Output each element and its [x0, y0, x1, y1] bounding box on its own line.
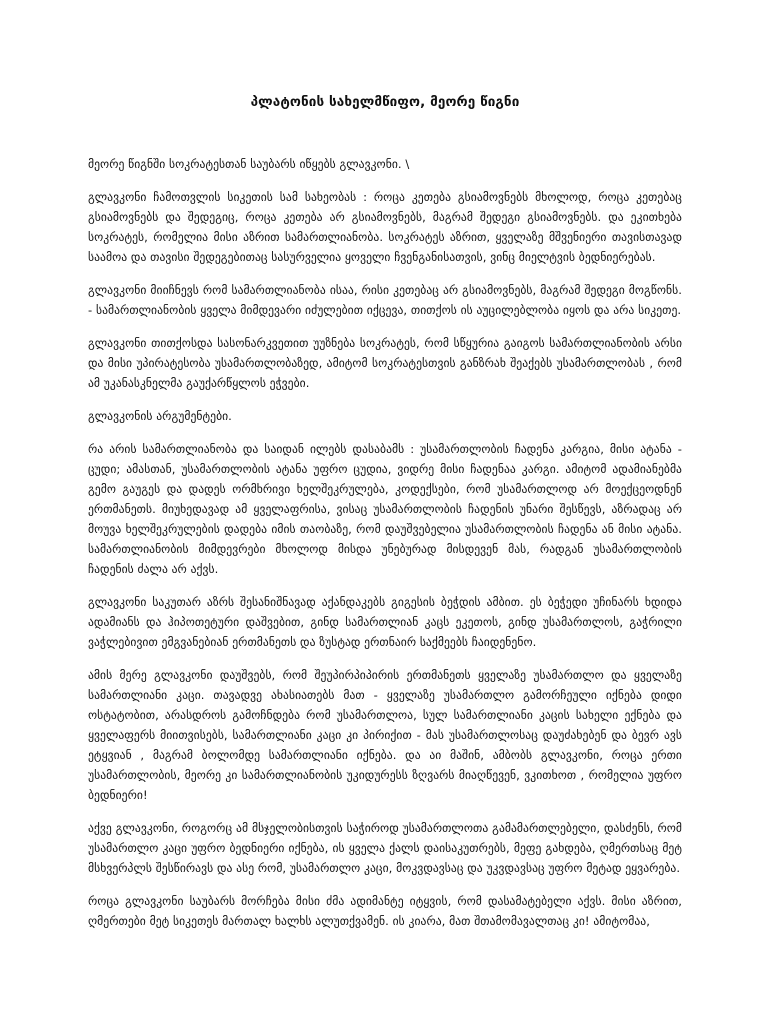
document-title: პლატონის სახელმწიფო, მეორე წიგნი [250, 94, 520, 110]
paragraph-arguments-heading: გლავკონის არგუმენტები. [88, 409, 232, 423]
paragraph-ring-of-gyges: გლავკონი საკუთარ აზრს შესანიშნავად აქანდაკებს გიგესის ბეჭდის ამბით. ეს ბეჭედი უჩინარს ხდიდა ადამიანს და ჰიპოთეტური დაშვებით, გინდ სამართლიან კაცს ეკეთოს, გინდ უსამართლოს, გაჭრილი ვაჭლებივით ემგვანებიან ერთმანეთს და ზუსტად ერთნაირ საქმეებს ჩაიდენენო. [88, 595, 682, 649]
paragraph-intro: მეორე წიგნში სოკრატესთან საუბარს იწყებს გლავკონი. \ [88, 157, 410, 171]
paragraph-adeimantus: როცა გლავკონი საუბარს მორჩება მისი ძმა ადიმანტე იტყვის, რომ დასამატებელი აქვს. მისი აზრით, ღმერთები მეტ სიკეთეს მართალ ხალხს ალუთქვამენ. ის კიარა, მათ შთამომავალთაც კი! ამიტომაა, [88, 894, 682, 928]
paragraph-glaucon-view: გლავკონი მიიჩნევს რომ სამართლიანობა ისაა, რისი კეთებაც არ გსიამოვნებს, მაგრამ შედეგი მოგწონს. - სამართლიანობის ყველა მიმდევარი იძულებით იქცევა, თითქოს ის აუცილებლობა იყოს და არა სიკეთე. [88, 283, 682, 317]
paragraph-three-kinds-of-good: გლავკონი ჩამოთვლის სიკეთის სამ სახეობას : როცა კეთება გსიამოვნებს მხოლოდ, როცა კეთებაც გსიამოვნებს და შედეგიც, როცა კეთება არ გსიამოვნებს, მაგრამ შედეგი გსიამოვნებს. და ეკითხება სოკრატეს, რომელია მისი აზრით სამართლიანობა. სოკრატეს აზრით, ყველაზე მშვენიერი თავისთავად საამოა და თავისი შედეგებითაც სასურველია ყოველი ჩვენგანისათვის, ვინც მიელტვის ბედნიერებას. [88, 190, 682, 264]
paragraph-origin-of-justice: რა არის სამართლიანობა და საიდან ილებს დასაბამს : უსამართლობის ჩადენა კარგია, მისი ატანა - ცუდი; ამასთან, უსამართლობის ატანა უფრო ცუდია, ვიდრე მისი ჩადენაა კარგი. ამიტომ ადამიანებმა გემო გაუგეს და დადეს ორმხრივი ხელშეკრულება, კოდექსები, რომ უსამართლოდ არ მოექცეოდნენ ერთმანეთს. მიუხედავად ამ ყველაფრისა, ვისაც უსამართლობის ჩადენის უნარი შესწევს, აზრადაც არ მოუვა ხელშეკრულების დადება იმის თაობაზე, რომ დაუშვებელია უსამართლობის ჩადენა ან მისი ატანა. სამართლიანობის მიმდევრები მხოლოდ მისდა უნებურად მისდევენ მას, რადგან უსამართლობის ჩადენის ძალა არ აქვს. [88, 442, 682, 576]
paragraph-unjust-happier: აქვე გლავკონი, როგორც ამ მსჯელობისთვის საჭიროდ უსამართლოთა გამამართლებელი, დასძენს, რომ უსამართლო კაცი უფრო ბედნიერი იქნება, ის ყველა ქალს დაისაკუთრებს, მეფე გახდება, ღმერთსაც მეტ მსხვერპლს შესწირავს და ასე რომ, უსამართლო კაცი, მოკვდავსაც და უკვდავსაც უფრო მეტად ეყვარება. [88, 821, 682, 875]
paragraph-just-vs-unjust: ამის მერე გლავკონი დაუშვებს, რომ შეუპირპიპირის ერთმანეთს ყველაზე უსამართლო და ყველაზე სამართლიანი კაცი. თავადვე ახასიათებს მათ - ყველაზე უსამართლო გამორჩეული იქნება დიდი ოსტატობით, არასდროს გამოჩნდება რომ უსამართლოა, სულ სამართლიანი კაცის სახელი ექნება და ყველაფერს მიითვისებს, სამართლიანი კაცი კი პირიქით - მას უსამართლოსაც დაუძახებენ და ბევრ ავს ეტყვიან , მაგრამ ბოლომდე სამართლიანი იქნება. და აი მაშინ, ამბობს გლავკონი, როცა ერთი უსამართლობის, მეორე კი სამართლიანობის უკიდურესს ზღვარს მიაღწევენ, ვკითხოთ , რომელია უფრო ბედნიერი! [88, 668, 682, 802]
paragraph-glaucon-request: გლავკონი თითქოსდა სასონარკვეთით უუზნება სოკრატეს, რომ სწყურია გაიგოს სამართლიანობის არსი და მისი უპირატესობა უსამართლობაზედ, ამიტომ სოკრატესთვის განზრახ შეაქებს უსამართლობას , რომ ამ უკანასკნელმა გაუქარწყლოს ეჭვები. [88, 336, 682, 390]
